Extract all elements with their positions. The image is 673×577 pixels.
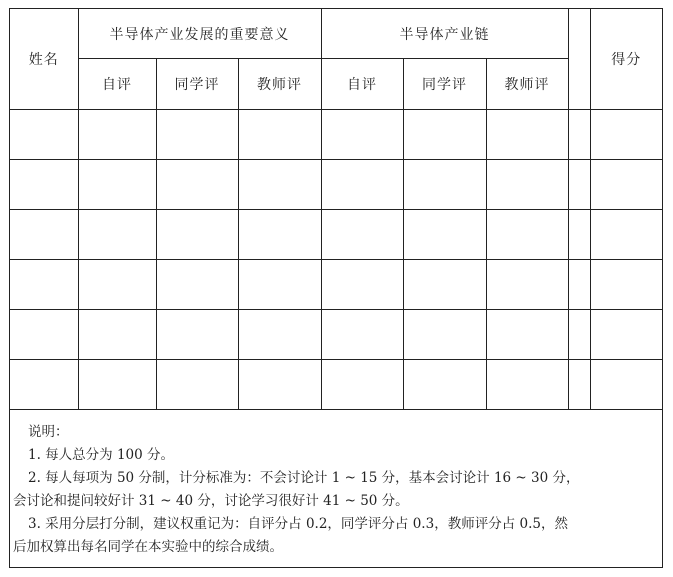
spacer-cell	[568, 110, 590, 160]
table-cell[interactable]	[590, 160, 662, 210]
sub-header-self: 自评	[321, 59, 403, 110]
table-cell[interactable]	[403, 260, 486, 310]
table-cell[interactable]	[590, 210, 662, 260]
table-cell[interactable]	[486, 110, 568, 160]
table-cell[interactable]	[403, 160, 486, 210]
table-row	[10, 110, 662, 160]
evaluation-table	[10, 9, 662, 410]
table-cell[interactable]	[156, 310, 238, 360]
table-cell[interactable]	[486, 160, 568, 210]
table-cell[interactable]	[321, 210, 403, 260]
spacer-cell	[568, 310, 590, 360]
table-row	[10, 210, 662, 260]
sub-header-teacher: 教师评	[486, 59, 568, 110]
table-row	[10, 160, 662, 210]
note-item-2-line-1: 2. 每人每项为 50 分制，计分标准为：不会讨论计 1 ~ 15 分，基本会讨论计 16 ~ 30 分，	[28, 470, 580, 486]
table-cell[interactable]	[321, 260, 403, 310]
table-cell[interactable]	[156, 260, 238, 310]
sub-header-peer: 同学评	[156, 59, 238, 110]
table-cell[interactable]	[156, 110, 238, 160]
note-item-3-line-2: 后加权算出每名同学在本实验中的综合成绩。	[13, 539, 283, 555]
group1-header: 半导体产业发展的重要意义	[78, 9, 321, 59]
spacer-cell	[568, 360, 590, 410]
table-cell[interactable]	[156, 360, 238, 410]
name-header: 姓名	[10, 9, 78, 110]
notes-section	[10, 411, 662, 559]
table-cell[interactable]	[321, 160, 403, 210]
table-cell[interactable]	[238, 210, 321, 260]
table-row	[10, 310, 662, 360]
table-cell[interactable]	[321, 310, 403, 360]
table-row	[10, 360, 662, 410]
table-cell[interactable]	[238, 260, 321, 310]
table-cell[interactable]	[238, 360, 321, 410]
table-cell[interactable]	[486, 260, 568, 310]
sub-header-self: 自评	[78, 59, 156, 110]
table-cell[interactable]	[403, 310, 486, 360]
table-cell[interactable]	[486, 310, 568, 360]
sub-header-teacher: 教师评	[238, 59, 321, 110]
table-cell[interactable]	[78, 310, 156, 360]
table-cell[interactable]	[78, 260, 156, 310]
table-cell[interactable]	[10, 260, 78, 310]
table-cell[interactable]	[590, 310, 662, 360]
table-cell[interactable]	[78, 360, 156, 410]
table-cell[interactable]	[10, 110, 78, 160]
table-cell[interactable]	[403, 110, 486, 160]
note-item-1: 1. 每人总分为 100 分。	[28, 447, 175, 463]
spacer-cell	[568, 160, 590, 210]
sub-header-peer: 同学评	[403, 59, 486, 110]
table-cell[interactable]	[238, 310, 321, 360]
spacer-cell	[568, 260, 590, 310]
score-header: 得分	[590, 9, 662, 110]
group2-header: 半导体产业链	[321, 9, 568, 59]
table-cell[interactable]	[10, 160, 78, 210]
table-cell[interactable]	[10, 310, 78, 360]
table-cell[interactable]	[590, 360, 662, 410]
table-cell[interactable]	[486, 210, 568, 260]
table-cell[interactable]	[10, 210, 78, 260]
table-cell[interactable]	[590, 260, 662, 310]
table-cell[interactable]	[590, 110, 662, 160]
table-cell[interactable]	[238, 160, 321, 210]
evaluation-sheet	[9, 8, 663, 568]
note-item-2-line-2: 会讨论和提问较好计 31 ~ 40 分，讨论学习很好计 41 ~ 50 分。	[13, 493, 409, 509]
table-cell[interactable]	[78, 160, 156, 210]
table-cell[interactable]	[78, 210, 156, 260]
table-cell[interactable]	[321, 110, 403, 160]
table-cell[interactable]	[156, 160, 238, 210]
spacer-column-header	[568, 9, 590, 110]
table-cell[interactable]	[10, 360, 78, 410]
table-row	[10, 260, 662, 310]
spacer-cell	[568, 210, 590, 260]
table-cell[interactable]	[403, 360, 486, 410]
note-item-3-line-1: 3. 采用分层打分制，建议权重记为：自评分占 0.2，同学评分占 0.3，教师评分占 0.5，然	[28, 516, 568, 532]
table-cell[interactable]	[321, 360, 403, 410]
notes-title: 说明：	[28, 424, 69, 440]
table-cell[interactable]	[403, 210, 486, 260]
table-cell[interactable]	[156, 210, 238, 260]
table-cell[interactable]	[486, 360, 568, 410]
table-cell[interactable]	[78, 110, 156, 160]
table-cell[interactable]	[238, 110, 321, 160]
